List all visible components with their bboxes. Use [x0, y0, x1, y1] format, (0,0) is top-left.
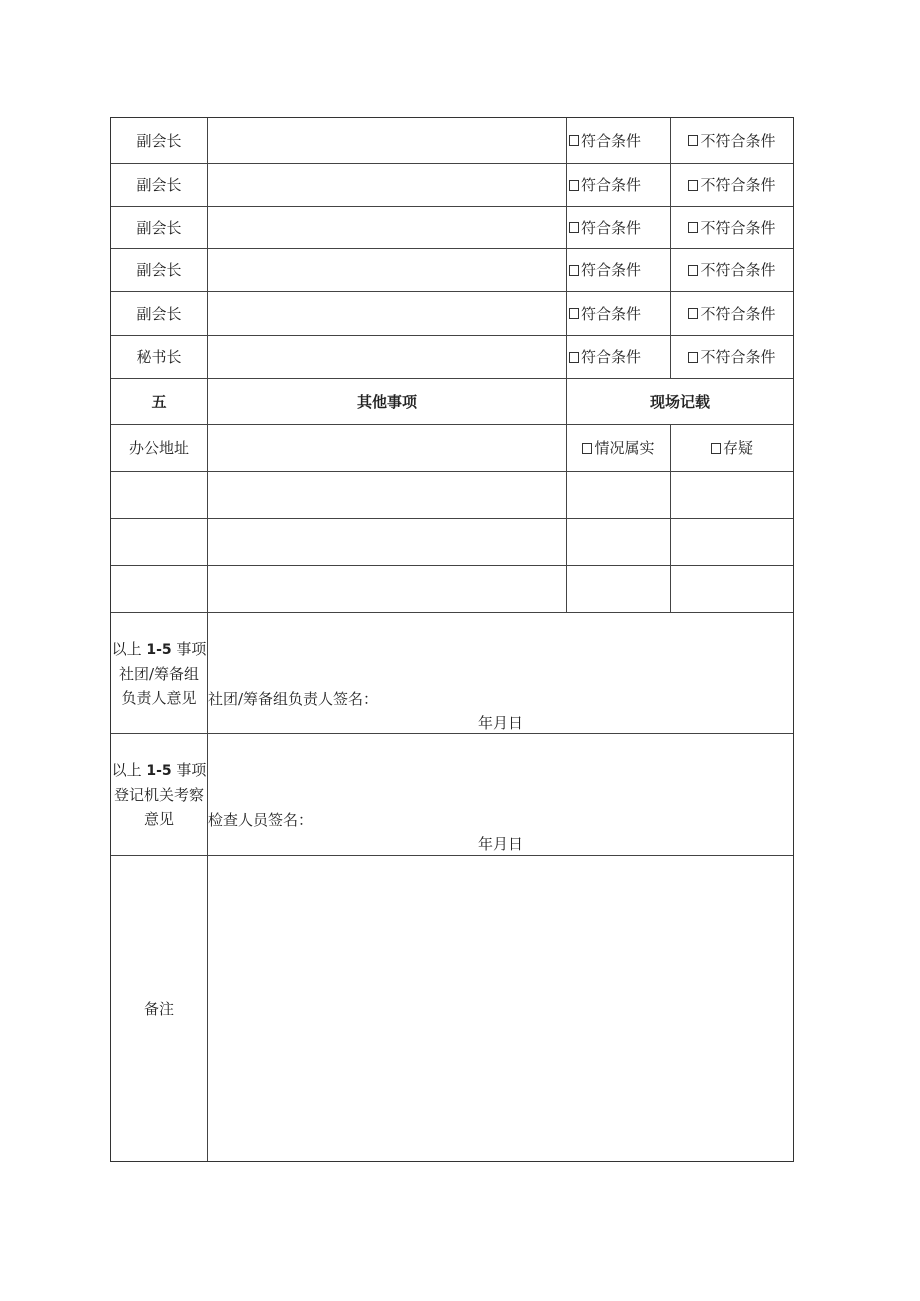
- verified-option[interactable]: 情况属实: [567, 425, 670, 471]
- checkbox-icon[interactable]: [569, 265, 579, 276]
- authority-opinion-label: [111, 734, 207, 855]
- qualified-option[interactable]: 符合条件: [567, 164, 670, 206]
- checkbox-icon[interactable]: [569, 352, 579, 363]
- qualified-option[interactable]: 符合条件: [567, 292, 670, 335]
- opinion-label-line2: 登记机关考察: [113, 786, 204, 804]
- not-qualified-option[interactable]: 不符合条件: [671, 249, 793, 291]
- section-title: 其他事项: [356, 392, 417, 411]
- position-title: 副会长: [136, 176, 182, 194]
- checkbox-icon[interactable]: [688, 352, 698, 363]
- checkbox-icon[interactable]: [688, 265, 698, 276]
- remarks-label: 备注: [143, 999, 174, 1018]
- name-field[interactable]: [208, 249, 566, 291]
- checkbox-icon[interactable]: [688, 135, 698, 146]
- inspection-form-table: [110, 117, 794, 1162]
- opinion-label-line3: 负责人意见: [121, 688, 197, 707]
- blank-cell[interactable]: [208, 519, 566, 565]
- opinion-label-line3: 意见: [143, 810, 174, 828]
- checkbox-icon[interactable]: [569, 135, 579, 146]
- checkbox-icon[interactable]: [582, 443, 592, 454]
- checkbox-icon[interactable]: [569, 308, 579, 319]
- not-qualified-option[interactable]: 不符合条件: [671, 292, 793, 335]
- blank-cell[interactable]: [111, 519, 207, 565]
- doubt-option[interactable]: 存疑: [671, 425, 793, 471]
- name-field[interactable]: [208, 207, 566, 248]
- inspector-signature-date: 年月日: [478, 835, 524, 853]
- not-qualified-option[interactable]: 不符合条件: [671, 164, 793, 206]
- checkbox-icon[interactable]: [569, 222, 579, 233]
- office-address-label: 办公地址: [128, 439, 189, 457]
- group-signature-date: 年月日: [478, 714, 524, 732]
- position-title: 副会长: [136, 218, 182, 237]
- blank-cell[interactable]: [208, 472, 566, 518]
- group-opinion-area[interactable]: [208, 613, 793, 733]
- record-header: 现场记载: [649, 392, 710, 411]
- not-qualified-option[interactable]: 不符合条件: [671, 336, 793, 378]
- name-field[interactable]: [208, 336, 566, 378]
- not-qualified-option[interactable]: 不符合条件: [671, 118, 793, 163]
- blank-cell[interactable]: [111, 472, 207, 518]
- name-field[interactable]: [208, 292, 566, 335]
- checkbox-icon[interactable]: [711, 443, 721, 454]
- checkbox-icon[interactable]: [688, 308, 698, 319]
- authority-opinion-area[interactable]: [208, 734, 793, 855]
- checkbox-icon[interactable]: [569, 180, 579, 191]
- qualified-option[interactable]: 符合条件: [567, 249, 670, 291]
- position-title: 副会长: [136, 304, 182, 323]
- name-field[interactable]: [208, 164, 566, 206]
- not-qualified-option[interactable]: 不符合条件: [671, 207, 793, 248]
- position-title: 副会长: [136, 131, 182, 150]
- remarks-field[interactable]: [208, 856, 793, 1161]
- office-address-field[interactable]: [208, 425, 566, 471]
- group-opinion-label: [111, 613, 207, 733]
- opinion-label-line1: 以上 1-5 事项: [111, 761, 207, 779]
- checkbox-icon[interactable]: [688, 180, 698, 191]
- inspector-signature-label: 检查人员签名：: [208, 811, 314, 829]
- position-title: 副会长: [136, 261, 182, 279]
- name-field[interactable]: [208, 118, 566, 163]
- position-title: 秘书长: [136, 348, 182, 366]
- group-signature-label: 社团/筹备组负责人签名：: [208, 690, 379, 708]
- qualified-option[interactable]: 符合条件: [567, 118, 670, 163]
- blank-cell[interactable]: [208, 566, 566, 612]
- qualified-option[interactable]: 符合条件: [567, 207, 670, 248]
- blank-cell[interactable]: [111, 566, 207, 612]
- opinion-label-line2: 社团/筹备组: [118, 664, 200, 683]
- opinion-label-line1: 以上 1-5 事项: [111, 639, 207, 658]
- checkbox-icon[interactable]: [688, 222, 698, 233]
- section-number: 五: [151, 392, 167, 411]
- qualified-option[interactable]: 符合条件: [567, 336, 670, 378]
